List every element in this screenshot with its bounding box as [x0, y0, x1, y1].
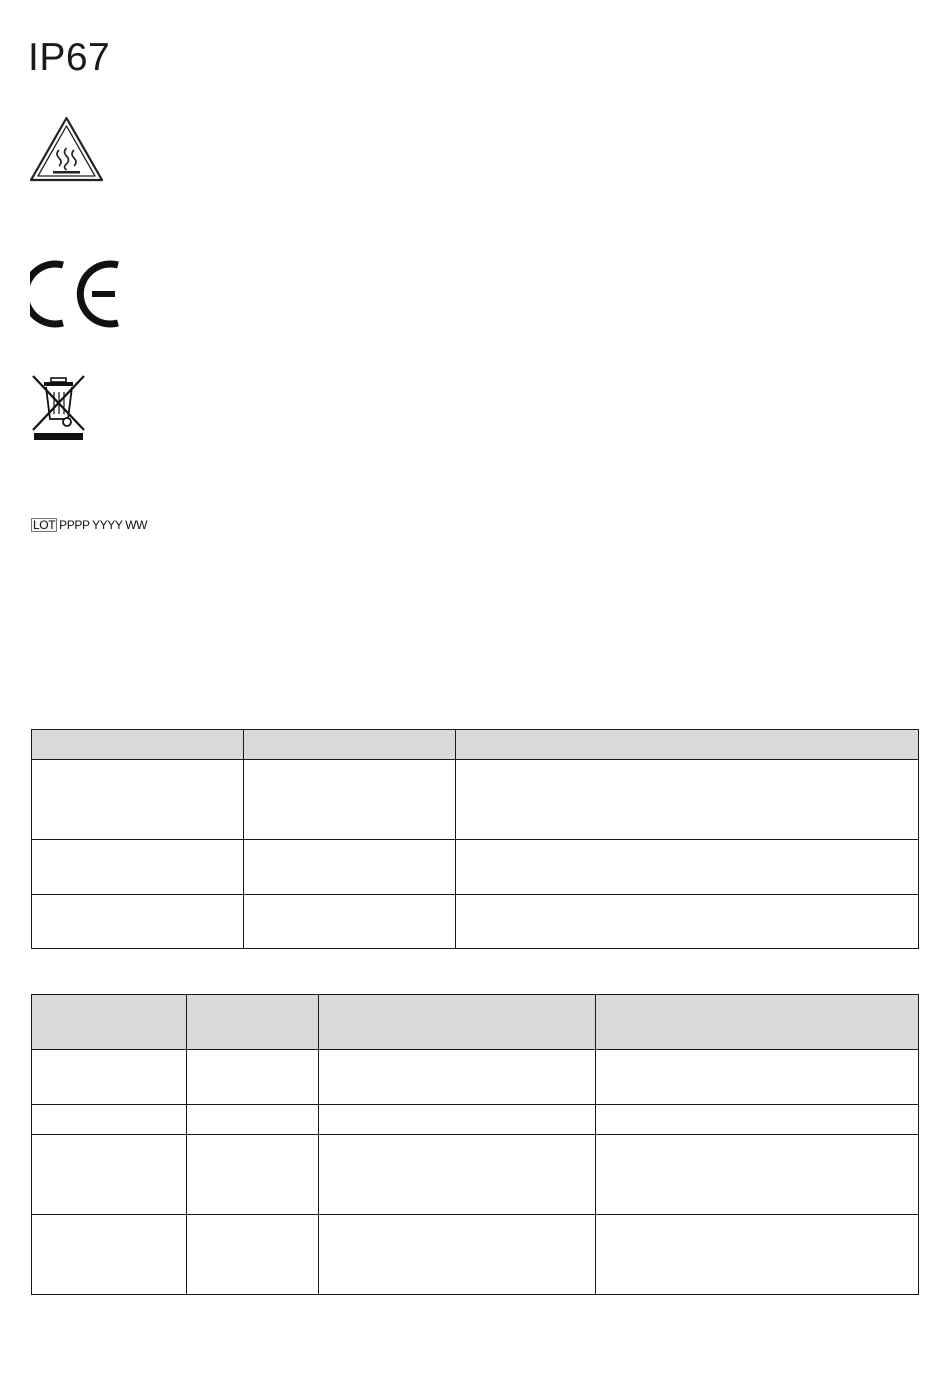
table-cell: [319, 1105, 596, 1135]
table-row: [32, 1135, 919, 1215]
table-cell: [596, 1050, 919, 1105]
spec-table-1: [31, 729, 919, 949]
table-header-cell: [187, 995, 319, 1050]
table-cell: [319, 1215, 596, 1295]
table-cell: [596, 1135, 919, 1215]
table-cell: [456, 895, 919, 949]
table-cell: [319, 1050, 596, 1105]
table-row: [32, 895, 919, 949]
table-cell: [244, 760, 456, 840]
table-cell: [32, 760, 244, 840]
ip-rating: IP67: [28, 36, 111, 79]
table-cell: [319, 1135, 596, 1215]
table-cell: [32, 1135, 187, 1215]
table-row: [32, 760, 919, 840]
table-header-row: [32, 995, 919, 1050]
table-cell: [32, 840, 244, 895]
spec-table-2: [31, 994, 919, 1295]
table-cell: [456, 760, 919, 840]
table-header-cell: [32, 730, 244, 760]
table-cell: [32, 1215, 187, 1295]
hot-surface-warning-icon: [29, 116, 104, 182]
table-header-cell: [244, 730, 456, 760]
table-cell: [32, 1050, 187, 1105]
table-cell: [244, 840, 456, 895]
table-header-cell: [319, 995, 596, 1050]
table-row: [32, 840, 919, 895]
table-header-row: [32, 730, 919, 760]
crossed-out-wheelie-bin-icon: [31, 374, 86, 442]
lot-symbol: LOT: [33, 518, 56, 532]
table-cell: [32, 1105, 187, 1135]
table-cell: [244, 895, 456, 949]
table-cell: [596, 1105, 919, 1135]
table-header-cell: [456, 730, 919, 760]
table-cell: [456, 840, 919, 895]
table-header-cell: [596, 995, 919, 1050]
table-row: [32, 1050, 919, 1105]
table-cell: [187, 1105, 319, 1135]
lot-code: PPPP YYYY WW: [59, 518, 148, 532]
lot-line: [31, 518, 147, 532]
table-cell: [187, 1135, 319, 1215]
table-row: [32, 1215, 919, 1295]
table-cell: [32, 895, 244, 949]
ce-mark-icon: [30, 260, 123, 328]
table-row: [32, 1105, 919, 1135]
table-header-cell: [32, 995, 187, 1050]
table-cell: [596, 1215, 919, 1295]
table-cell: [187, 1215, 319, 1295]
table-cell: [187, 1050, 319, 1105]
